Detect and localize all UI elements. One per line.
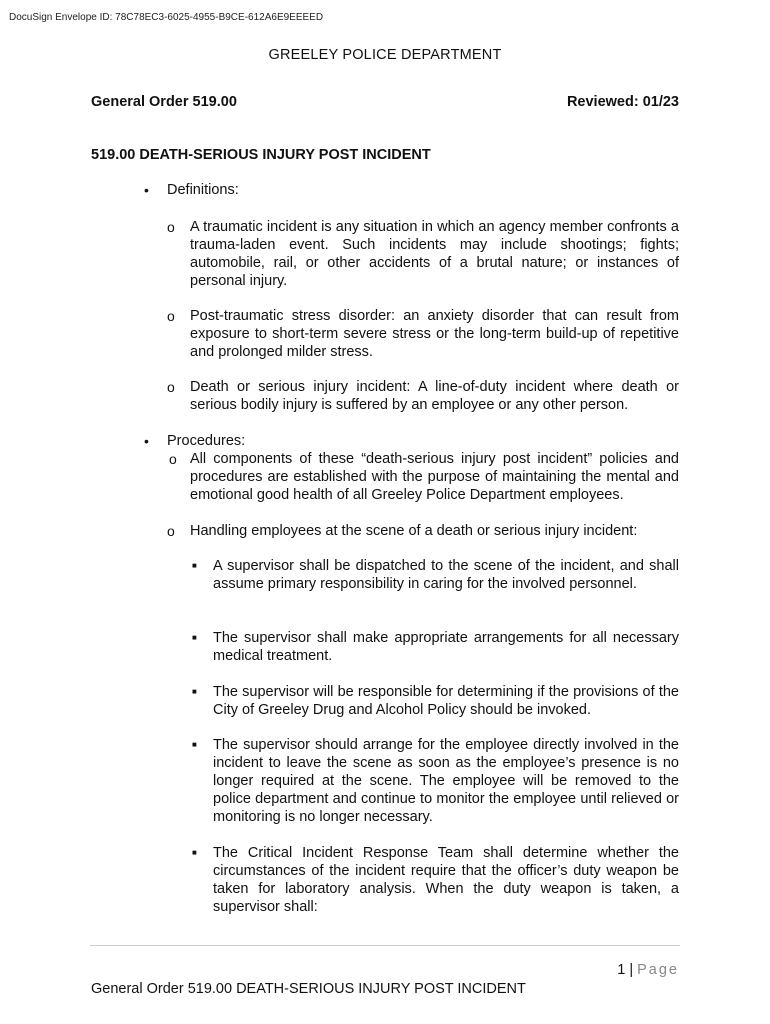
- circle-bullet-icon: o: [167, 523, 175, 539]
- procedure-item-text: All components of these “death-serious injury post incident” policies and procedures are established with the purpose of maintaining the mental and emotional good health of all Greeley Police Department employees.: [190, 451, 679, 503]
- procedure-subitem: The supervisor shall make appropriate arrangements for all necessary medical treatment.: [213, 630, 679, 664]
- square-bullet-icon: ■: [192, 633, 197, 642]
- order-number: General Order 519.00: [91, 94, 237, 110]
- page-number-separator: |: [629, 962, 634, 978]
- square-bullet-icon: ■: [192, 740, 197, 749]
- procedure-subitem: A supervisor shall be dispatched to the scene of the incident, and shall assume primary responsibility in caring for the involved personnel.: [213, 558, 679, 592]
- definitions-label: Definitions:: [167, 182, 239, 198]
- bullet-icon: •: [144, 433, 149, 449]
- page-number: [617, 962, 679, 978]
- footer-divider: [90, 945, 680, 946]
- definition-item: A traumatic incident is any situation in which an agency member confronts a trauma-laden event. Such incidents may include shootings; fights; automobile, rail, or other accidents of a brutal nature; or instances of personal injury.: [190, 219, 679, 289]
- circle-bullet-icon: o: [169, 451, 177, 467]
- page-number-value: 1: [617, 962, 626, 978]
- reviewed-date: Reviewed: 01/23: [566, 94, 679, 110]
- docusign-envelope-id: DocuSign Envelope ID: 78C78EC3-6025-4955-B9CE-612A6E9EEEED: [9, 12, 324, 23]
- procedure-item: Handling employees at the scene of a death or serious injury incident:: [190, 523, 638, 539]
- circle-bullet-icon: o: [167, 219, 175, 235]
- procedure-subitem: The supervisor should arrange for the employee directly involved in the incident to leave the scene as soon as the employee’s presence is no longer required at the scene. The employee will be removed to the police department and continue to monitor the employee until relieved or monitoring is no longer necessary.: [213, 737, 679, 825]
- footer-title: General Order 519.00 DEATH-SERIOUS INJURY POST INCIDENT: [91, 981, 526, 997]
- square-bullet-icon: ■: [192, 848, 197, 857]
- page-label: Page: [637, 962, 679, 978]
- bullet-icon: •: [144, 182, 149, 198]
- department-heading: GREELEY POLICE DEPARTMENT: [268, 47, 502, 63]
- procedure-subitem: The supervisor will be responsible for determining if the provisions of the City of Greeley Drug and Alcohol Policy should be invoked.: [213, 684, 679, 718]
- procedures-label: Procedures:: [167, 433, 246, 449]
- procedure-item: [190, 450, 679, 504]
- square-bullet-icon: ■: [192, 687, 197, 696]
- circle-bullet-icon: o: [167, 379, 175, 395]
- procedure-subitem: The Critical Incident Response Team shall determine whether the circumstances of the incident require that the officer’s duty weapon be taken for laboratory analysis. When the duty weapon is taken, a supervisor shall:: [213, 845, 679, 915]
- definition-item: Death or serious injury incident: A line-of-duty incident where death or serious bodily injury is suffered by an employee or any other person.: [190, 379, 679, 413]
- section-title: 519.00 DEATH-SERIOUS INJURY POST INCIDENT: [91, 147, 431, 163]
- circle-bullet-icon: o: [167, 308, 175, 324]
- square-bullet-icon: ■: [192, 561, 197, 570]
- definition-item: Post-traumatic stress disorder: an anxiety disorder that can result from exposure to short-term severe stress or the long-term build-up of repetitive and prolonged milder stress.: [190, 308, 679, 360]
